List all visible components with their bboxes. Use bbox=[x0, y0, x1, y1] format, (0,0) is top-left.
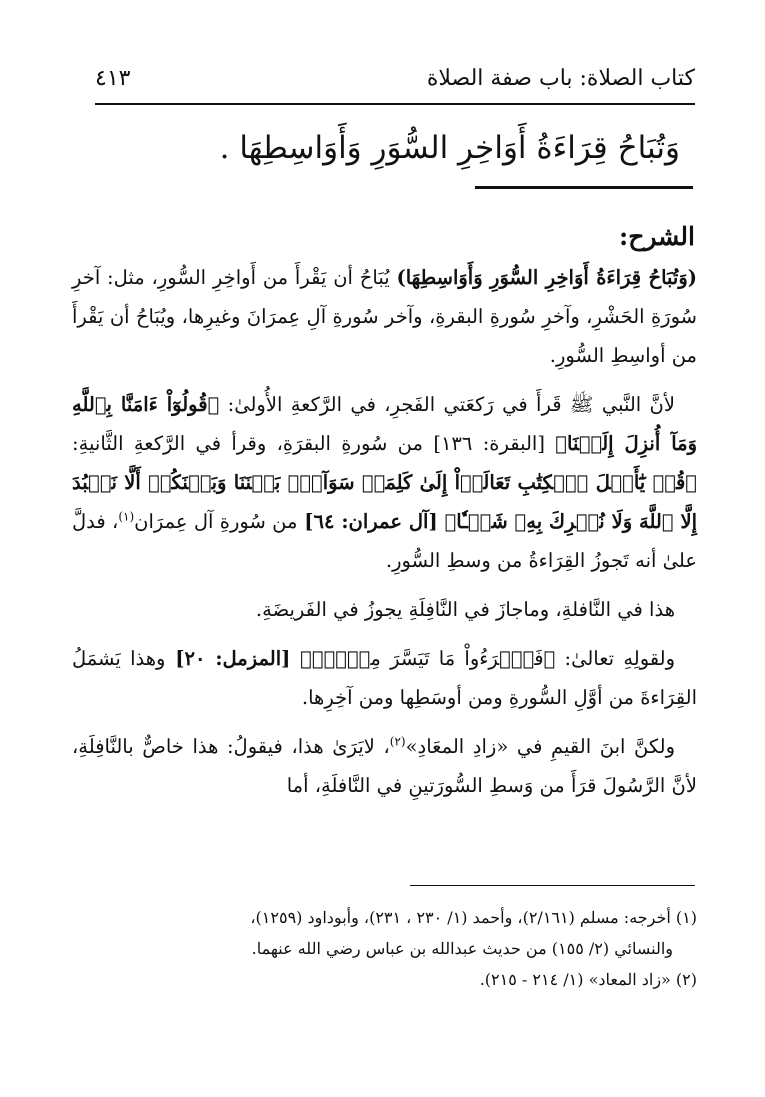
footnote-1-line-1: (١) أخرجه: مسلم (٢/١٦١)، وأحمد (١/ ٢٣٠ ، ٢٣١)، وأبوداود (١٢٥٩)، bbox=[250, 908, 697, 927]
quran-verse-2: ﴿قُلۡ يَٰٓأَهۡلَ ٱلۡكِتَٰبِ تَعَالَوۡاْ إِلَىٰ كَلِمَةٖ سَوَآءِۭ بَيۡنَنَا وَبَيۡنَكُمۡ أَلَّا نَعۡبُدَ إِلَّا ٱللَّهَ وَلَا نُشۡرِكَ بِهِۦ شَيۡـٔٗا﴾ bbox=[72, 471, 697, 533]
footnote-1-line-2: والنسائي (٢/ ١٥٥) من حديث عبدالله بن عباس رضي الله عنهما. bbox=[251, 939, 673, 958]
footnote-2: (٢) «زاد المعاد» (١/ ٢١٤ - ٢١٥). bbox=[479, 970, 697, 989]
matn-text: وَتُبَاحُ قِرَاءَةُ أَوَاخِرِ السُّوَرِ وَأَوَاسِطِهَا . bbox=[219, 130, 680, 166]
footnote-divider bbox=[410, 885, 695, 886]
verse-ref-2: [آل عمران: ٦٤] bbox=[297, 510, 445, 533]
paragraph-4-text-b: وهذا يَشمَلُ القِرَاءةَ من أوَّلِ السُّورةِ ومن أوسَطِها ومن آخِرِها. bbox=[72, 647, 697, 709]
paragraph-5-text-b: ، لايَرَىٰ هذا، فيقولُ: هذا خاصٌّ بالنَّافِلَةِ، لأنَّ الرَّسُولَ قرَأَ من وَسطِ السُّورَتينِ في النَّافلَةِ، أما bbox=[72, 735, 697, 797]
header-divider bbox=[95, 103, 695, 105]
paragraph-2-text-c: من سُورةِ آل عِمرَان bbox=[134, 510, 298, 533]
verse-ref-1: [البقرة: ١٣٦] bbox=[422, 432, 556, 455]
paragraph-2-text-a: لأنَّ النَّبي ﷺ قَرأَ في رَكعَتي الفَجرِ، في الرَّكعةِ الأُولىٰ: bbox=[219, 393, 675, 416]
paragraph-4 bbox=[72, 639, 697, 717]
matn-quote: (وَتُبَاحُ قِرَاءَةُ أَوَاخِرِ السُّوَرِ وَأَوَاسِطِهَا) bbox=[396, 266, 697, 289]
paragraph-2-text-d: ، فدلَّ علىٰ أنه تَجوزُ القِرَاءةُ من وسطِ السُّورِ. bbox=[72, 510, 697, 572]
sharh-heading: الشرح: bbox=[618, 222, 695, 251]
footnote-marker-2[interactable]: (٢) bbox=[389, 734, 406, 749]
paragraph-4-text-a: ولقولِهِ تعالىٰ: bbox=[555, 647, 676, 670]
page-number: ٤١٣ bbox=[95, 66, 131, 91]
paragraph-5-text-a: ولكنَّ ابنَ القيمِ في «زادِ المعَادِ» bbox=[405, 735, 675, 758]
footnote-marker-1[interactable]: (١) bbox=[118, 509, 135, 524]
matn-divider bbox=[475, 186, 693, 189]
footnotes bbox=[72, 902, 697, 995]
quran-verse-3: ﴿فَٱقۡرَءُواْ مَا تَيَسَّرَ مِنۡهُۚ﴾ bbox=[300, 647, 556, 670]
paragraph-2-text-b: من سُورةِ البقرَةِ، وقرأ في الرَّكعةِ الثَّانيةِ: bbox=[72, 432, 423, 455]
commentary-body bbox=[72, 258, 697, 815]
paragraph-3: هذا في النَّافلةِ، وماجازَ في النَّافِلَةِ يجوزُ في الفَريضَةِ. bbox=[255, 598, 675, 621]
header-title: كتاب الصلاة: باب صفة الصلاة bbox=[426, 66, 695, 91]
quran-verse-1: ﴿قُولُوٓاْ ءَامَنَّا بِٱللَّهِ وَمَآ أُنزِلَ إِلَيۡنَا﴾ bbox=[72, 393, 698, 455]
paragraph-2 bbox=[72, 385, 697, 580]
paragraph-1 bbox=[72, 258, 697, 375]
paragraph-1-text: يُبَاحُ أن يَقْرأَ من أَواخِرِ السُّورِ، مثل: آخرِ سُورَةِ الحَشْرِ، وآخرِ سُورةِ البقرةِ، وآخر سُورةِ آلِ عِمرَانَ وغيرِها، ويُبَاحُ أن يَقْرأَ من أواسِطِ السُّورِ. bbox=[72, 266, 697, 367]
paragraph-5 bbox=[72, 727, 697, 805]
verse-ref-3: [المزمل: ٢٠] bbox=[165, 647, 301, 670]
running-header bbox=[95, 62, 695, 102]
